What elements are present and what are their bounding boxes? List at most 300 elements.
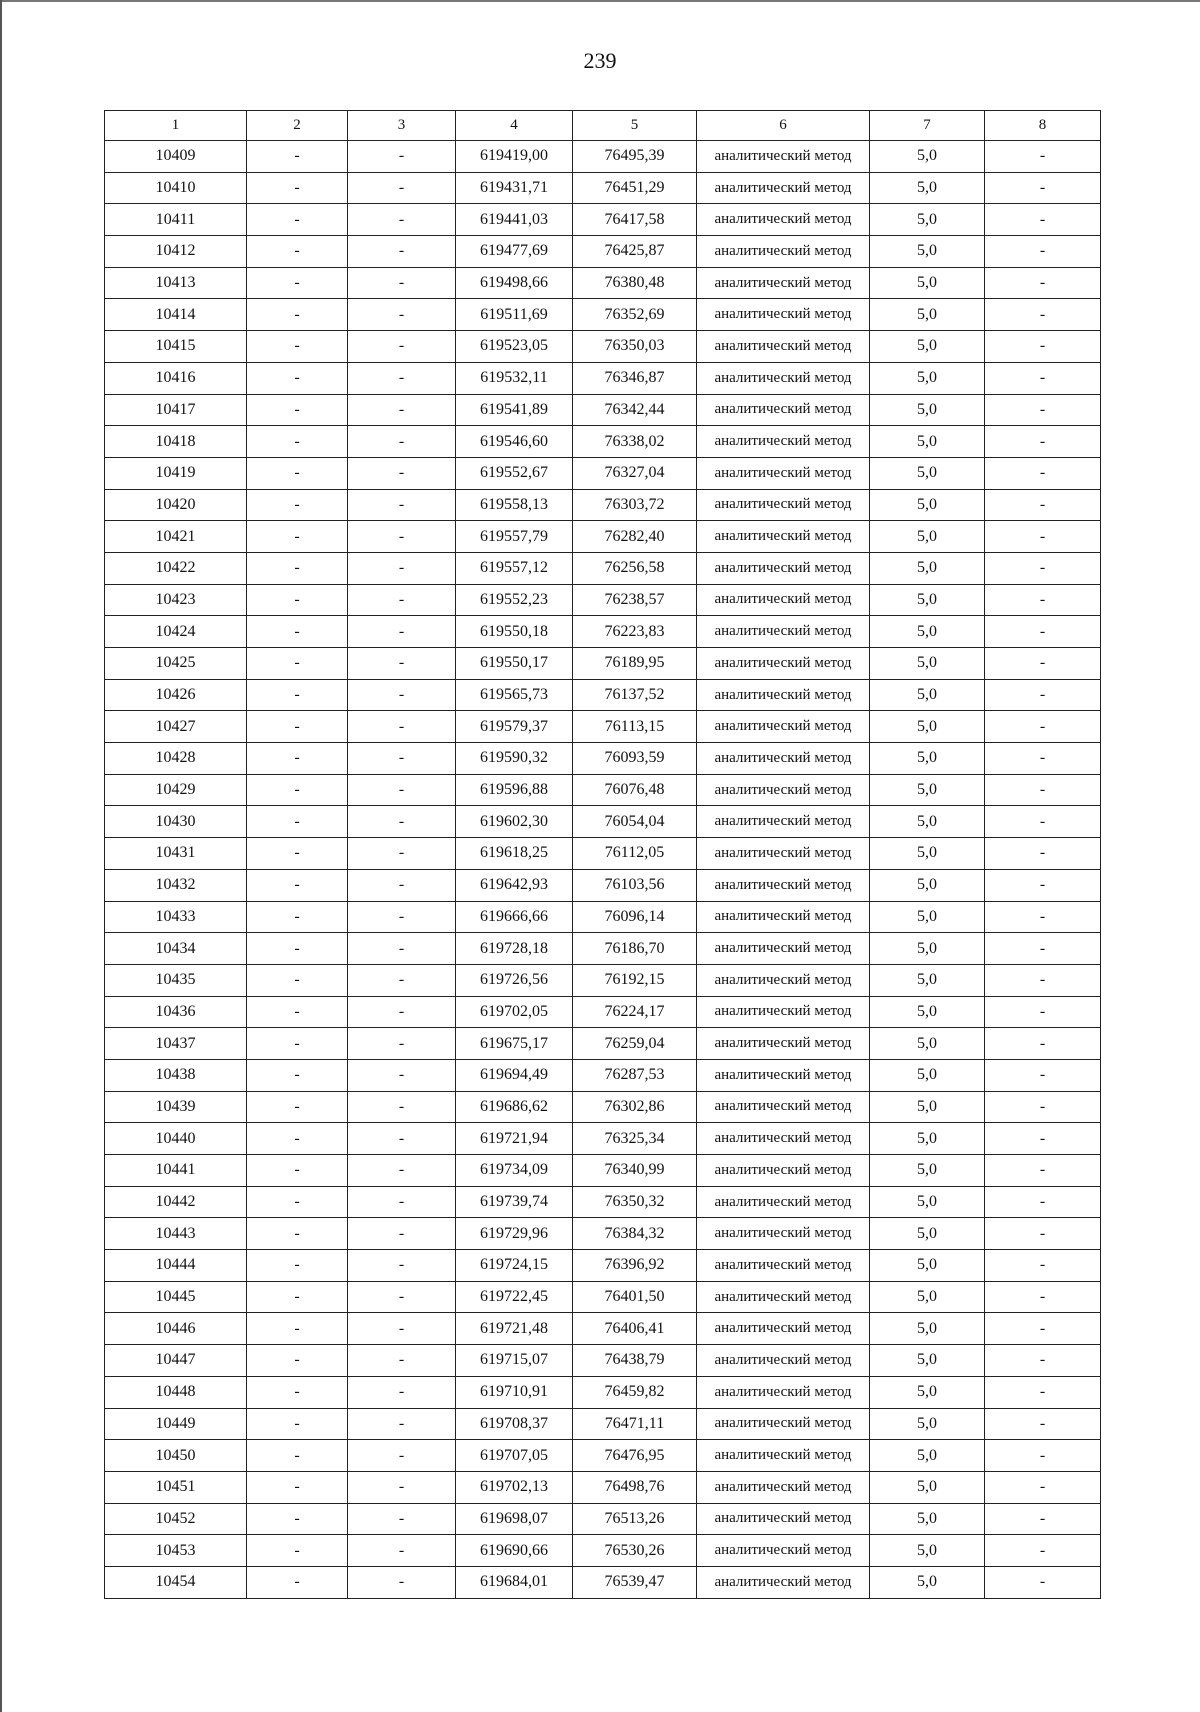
x-coordinate-cell: 619715,07 xyxy=(456,1345,573,1377)
col8-cell: - xyxy=(985,1440,1101,1472)
col3-cell: - xyxy=(348,838,456,870)
method-cell: аналитический метод xyxy=(697,648,870,680)
col8-cell: - xyxy=(985,172,1101,204)
col3-cell: - xyxy=(348,1535,456,1567)
col3-cell: - xyxy=(348,1028,456,1060)
method-cell: аналитический метод xyxy=(697,806,870,838)
col3-cell: - xyxy=(348,1059,456,1091)
x-coordinate-cell: 619686,62 xyxy=(456,1091,573,1123)
accuracy-cell: 5,0 xyxy=(870,1408,985,1440)
x-coordinate-cell: 619550,18 xyxy=(456,616,573,648)
point-number-cell: 10410 xyxy=(105,172,247,204)
table-row xyxy=(105,426,1101,458)
accuracy-cell: 5,0 xyxy=(870,394,985,426)
x-coordinate-cell: 619721,94 xyxy=(456,1123,573,1155)
table-row xyxy=(105,172,1101,204)
col2-cell: - xyxy=(247,838,348,870)
y-coordinate-cell: 76256,58 xyxy=(573,552,697,584)
accuracy-cell: 5,0 xyxy=(870,806,985,838)
table-row xyxy=(105,1123,1101,1155)
accuracy-cell: 5,0 xyxy=(870,1440,985,1472)
col2-cell: - xyxy=(247,869,348,901)
x-coordinate-cell: 619546,60 xyxy=(456,426,573,458)
y-coordinate-cell: 76192,15 xyxy=(573,964,697,996)
table-body xyxy=(105,141,1101,1599)
point-number-cell: 10419 xyxy=(105,457,247,489)
col3-cell: - xyxy=(348,964,456,996)
x-coordinate-cell: 619666,66 xyxy=(456,901,573,933)
y-coordinate-cell: 76238,57 xyxy=(573,584,697,616)
col3-cell: - xyxy=(348,394,456,426)
y-coordinate-cell: 76096,14 xyxy=(573,901,697,933)
accuracy-cell: 5,0 xyxy=(870,869,985,901)
col3-cell: - xyxy=(348,489,456,521)
x-coordinate-cell: 619498,66 xyxy=(456,267,573,299)
x-coordinate-cell: 619477,69 xyxy=(456,236,573,268)
column-header: 4 xyxy=(456,111,573,141)
point-number-cell: 10425 xyxy=(105,648,247,680)
table-row xyxy=(105,1345,1101,1377)
header-row xyxy=(105,111,1101,141)
accuracy-cell: 5,0 xyxy=(870,933,985,965)
col8-cell: - xyxy=(985,1376,1101,1408)
y-coordinate-cell: 76054,04 xyxy=(573,806,697,838)
col8-cell: - xyxy=(985,1471,1101,1503)
point-number-cell: 10447 xyxy=(105,1345,247,1377)
table-row xyxy=(105,1440,1101,1472)
point-number-cell: 10426 xyxy=(105,679,247,711)
table-row xyxy=(105,1186,1101,1218)
table-row xyxy=(105,1281,1101,1313)
accuracy-cell: 5,0 xyxy=(870,457,985,489)
method-cell: аналитический метод xyxy=(697,1281,870,1313)
col2-cell: - xyxy=(247,141,348,173)
col8-cell: - xyxy=(985,299,1101,331)
table-row xyxy=(105,743,1101,775)
col2-cell: - xyxy=(247,426,348,458)
col3-cell: - xyxy=(348,1503,456,1535)
col2-cell: - xyxy=(247,964,348,996)
point-number-cell: 10412 xyxy=(105,236,247,268)
col3-cell: - xyxy=(348,204,456,236)
accuracy-cell: 5,0 xyxy=(870,552,985,584)
table-row xyxy=(105,1503,1101,1535)
col8-cell: - xyxy=(985,648,1101,680)
table-row xyxy=(105,1091,1101,1123)
accuracy-cell: 5,0 xyxy=(870,1281,985,1313)
col8-cell: - xyxy=(985,521,1101,553)
table-row xyxy=(105,964,1101,996)
col8-cell: - xyxy=(985,1313,1101,1345)
col8-cell: - xyxy=(985,996,1101,1028)
col8-cell: - xyxy=(985,964,1101,996)
x-coordinate-cell: 619602,30 xyxy=(456,806,573,838)
accuracy-cell: 5,0 xyxy=(870,1376,985,1408)
col2-cell: - xyxy=(247,1250,348,1282)
y-coordinate-cell: 76224,17 xyxy=(573,996,697,1028)
point-number-cell: 10436 xyxy=(105,996,247,1028)
accuracy-cell: 5,0 xyxy=(870,236,985,268)
scan-edge-top xyxy=(0,0,1200,2)
point-number-cell: 10416 xyxy=(105,362,247,394)
accuracy-cell: 5,0 xyxy=(870,1091,985,1123)
table-row xyxy=(105,331,1101,363)
col3-cell: - xyxy=(348,774,456,806)
y-coordinate-cell: 76401,50 xyxy=(573,1281,697,1313)
col8-cell: - xyxy=(985,141,1101,173)
y-coordinate-cell: 76530,26 xyxy=(573,1535,697,1567)
col3-cell: - xyxy=(348,552,456,584)
column-header: 2 xyxy=(247,111,348,141)
x-coordinate-cell: 619441,03 xyxy=(456,204,573,236)
y-coordinate-cell: 76189,95 xyxy=(573,648,697,680)
col8-cell: - xyxy=(985,1218,1101,1250)
col8-cell: - xyxy=(985,1408,1101,1440)
x-coordinate-cell: 619722,45 xyxy=(456,1281,573,1313)
col2-cell: - xyxy=(247,1345,348,1377)
point-number-cell: 10427 xyxy=(105,711,247,743)
col3-cell: - xyxy=(348,1250,456,1282)
x-coordinate-cell: 619541,89 xyxy=(456,394,573,426)
method-cell: аналитический метод xyxy=(697,426,870,458)
col8-cell: - xyxy=(985,362,1101,394)
col2-cell: - xyxy=(247,774,348,806)
col2-cell: - xyxy=(247,1091,348,1123)
y-coordinate-cell: 76352,69 xyxy=(573,299,697,331)
col8-cell: - xyxy=(985,204,1101,236)
x-coordinate-cell: 619707,05 xyxy=(456,1440,573,1472)
col3-cell: - xyxy=(348,1123,456,1155)
y-coordinate-cell: 76495,39 xyxy=(573,141,697,173)
x-coordinate-cell: 619596,88 xyxy=(456,774,573,806)
y-coordinate-cell: 76425,87 xyxy=(573,236,697,268)
col8-cell: - xyxy=(985,1091,1101,1123)
x-coordinate-cell: 619728,18 xyxy=(456,933,573,965)
method-cell: аналитический метод xyxy=(697,1091,870,1123)
col2-cell: - xyxy=(247,394,348,426)
method-cell: аналитический метод xyxy=(697,1123,870,1155)
col3-cell: - xyxy=(348,362,456,394)
col2-cell: - xyxy=(247,996,348,1028)
col2-cell: - xyxy=(247,299,348,331)
table-row xyxy=(105,996,1101,1028)
accuracy-cell: 5,0 xyxy=(870,616,985,648)
col3-cell: - xyxy=(348,1155,456,1187)
col2-cell: - xyxy=(247,1028,348,1060)
accuracy-cell: 5,0 xyxy=(870,299,985,331)
y-coordinate-cell: 76327,04 xyxy=(573,457,697,489)
table-row xyxy=(105,1250,1101,1282)
col8-cell: - xyxy=(985,1535,1101,1567)
point-number-cell: 10433 xyxy=(105,901,247,933)
accuracy-cell: 5,0 xyxy=(870,204,985,236)
point-number-cell: 10441 xyxy=(105,1155,247,1187)
point-number-cell: 10431 xyxy=(105,838,247,870)
y-coordinate-cell: 76282,40 xyxy=(573,521,697,553)
accuracy-cell: 5,0 xyxy=(870,1123,985,1155)
point-number-cell: 10437 xyxy=(105,1028,247,1060)
method-cell: аналитический метод xyxy=(697,1155,870,1187)
y-coordinate-cell: 76302,86 xyxy=(573,1091,697,1123)
y-coordinate-cell: 76451,29 xyxy=(573,172,697,204)
y-coordinate-cell: 76417,58 xyxy=(573,204,697,236)
col8-cell: - xyxy=(985,457,1101,489)
table-row xyxy=(105,1155,1101,1187)
accuracy-cell: 5,0 xyxy=(870,1218,985,1250)
col3-cell: - xyxy=(348,236,456,268)
col2-cell: - xyxy=(247,1471,348,1503)
col3-cell: - xyxy=(348,869,456,901)
y-coordinate-cell: 76476,95 xyxy=(573,1440,697,1472)
col3-cell: - xyxy=(348,141,456,173)
table-row xyxy=(105,1376,1101,1408)
col3-cell: - xyxy=(348,299,456,331)
col2-cell: - xyxy=(247,521,348,553)
col2-cell: - xyxy=(247,806,348,838)
method-cell: аналитический метод xyxy=(697,1440,870,1472)
col2-cell: - xyxy=(247,362,348,394)
col8-cell: - xyxy=(985,236,1101,268)
accuracy-cell: 5,0 xyxy=(870,964,985,996)
col2-cell: - xyxy=(247,552,348,584)
col3-cell: - xyxy=(348,1313,456,1345)
col2-cell: - xyxy=(247,1440,348,1472)
coordinates-table xyxy=(104,110,1101,1599)
col3-cell: - xyxy=(348,1440,456,1472)
col2-cell: - xyxy=(247,1155,348,1187)
col8-cell: - xyxy=(985,552,1101,584)
col2-cell: - xyxy=(247,1313,348,1345)
col3-cell: - xyxy=(348,331,456,363)
method-cell: аналитический метод xyxy=(697,964,870,996)
col3-cell: - xyxy=(348,1376,456,1408)
col3-cell: - xyxy=(348,996,456,1028)
col3-cell: - xyxy=(348,584,456,616)
method-cell: аналитический метод xyxy=(697,933,870,965)
point-number-cell: 10453 xyxy=(105,1535,247,1567)
point-number-cell: 10444 xyxy=(105,1250,247,1282)
accuracy-cell: 5,0 xyxy=(870,489,985,521)
col8-cell: - xyxy=(985,1281,1101,1313)
page-number: 239 xyxy=(583,48,617,73)
table-row xyxy=(105,933,1101,965)
accuracy-cell: 5,0 xyxy=(870,584,985,616)
method-cell: аналитический метод xyxy=(697,299,870,331)
point-number-cell: 10438 xyxy=(105,1059,247,1091)
col8-cell: - xyxy=(985,806,1101,838)
x-coordinate-cell: 619708,37 xyxy=(456,1408,573,1440)
x-coordinate-cell: 619618,25 xyxy=(456,838,573,870)
point-number-cell: 10445 xyxy=(105,1281,247,1313)
col8-cell: - xyxy=(985,1186,1101,1218)
col3-cell: - xyxy=(348,1408,456,1440)
y-coordinate-cell: 76346,87 xyxy=(573,362,697,394)
x-coordinate-cell: 619565,73 xyxy=(456,679,573,711)
table-row xyxy=(105,838,1101,870)
accuracy-cell: 5,0 xyxy=(870,362,985,394)
col3-cell: - xyxy=(348,1218,456,1250)
method-cell: аналитический метод xyxy=(697,901,870,933)
col8-cell: - xyxy=(985,1250,1101,1282)
accuracy-cell: 5,0 xyxy=(870,679,985,711)
column-header: 8 xyxy=(985,111,1101,141)
y-coordinate-cell: 76137,52 xyxy=(573,679,697,711)
x-coordinate-cell: 619552,23 xyxy=(456,584,573,616)
table-row xyxy=(105,901,1101,933)
accuracy-cell: 5,0 xyxy=(870,1503,985,1535)
accuracy-cell: 5,0 xyxy=(870,743,985,775)
point-number-cell: 10450 xyxy=(105,1440,247,1472)
y-coordinate-cell: 76384,32 xyxy=(573,1218,697,1250)
x-coordinate-cell: 619550,17 xyxy=(456,648,573,680)
point-number-cell: 10451 xyxy=(105,1471,247,1503)
col2-cell: - xyxy=(247,711,348,743)
point-number-cell: 10421 xyxy=(105,521,247,553)
accuracy-cell: 5,0 xyxy=(870,838,985,870)
col3-cell: - xyxy=(348,1281,456,1313)
col3-cell: - xyxy=(348,806,456,838)
accuracy-cell: 5,0 xyxy=(870,1566,985,1598)
x-coordinate-cell: 619523,05 xyxy=(456,331,573,363)
col8-cell: - xyxy=(985,489,1101,521)
accuracy-cell: 5,0 xyxy=(870,648,985,680)
table-row xyxy=(105,299,1101,331)
col8-cell: - xyxy=(985,331,1101,363)
accuracy-cell: 5,0 xyxy=(870,996,985,1028)
x-coordinate-cell: 619729,96 xyxy=(456,1218,573,1250)
table-row xyxy=(105,1218,1101,1250)
method-cell: аналитический метод xyxy=(697,1345,870,1377)
point-number-cell: 10428 xyxy=(105,743,247,775)
table-row xyxy=(105,457,1101,489)
table-row xyxy=(105,236,1101,268)
method-cell: аналитический метод xyxy=(697,1376,870,1408)
method-cell: аналитический метод xyxy=(697,457,870,489)
method-cell: аналитический метод xyxy=(697,204,870,236)
table-row xyxy=(105,648,1101,680)
method-cell: аналитический метод xyxy=(697,1313,870,1345)
col3-cell: - xyxy=(348,426,456,458)
x-coordinate-cell: 619675,17 xyxy=(456,1028,573,1060)
col2-cell: - xyxy=(247,457,348,489)
point-number-cell: 10452 xyxy=(105,1503,247,1535)
point-number-cell: 10446 xyxy=(105,1313,247,1345)
accuracy-cell: 5,0 xyxy=(870,1155,985,1187)
col8-cell: - xyxy=(985,711,1101,743)
y-coordinate-cell: 76325,34 xyxy=(573,1123,697,1155)
x-coordinate-cell: 619511,69 xyxy=(456,299,573,331)
method-cell: аналитический метод xyxy=(697,1028,870,1060)
col3-cell: - xyxy=(348,901,456,933)
y-coordinate-cell: 76338,02 xyxy=(573,426,697,458)
col2-cell: - xyxy=(247,648,348,680)
x-coordinate-cell: 619724,15 xyxy=(456,1250,573,1282)
table-row xyxy=(105,1471,1101,1503)
table-row xyxy=(105,679,1101,711)
col3-cell: - xyxy=(348,1186,456,1218)
y-coordinate-cell: 76342,44 xyxy=(573,394,697,426)
point-number-cell: 10432 xyxy=(105,869,247,901)
point-number-cell: 10409 xyxy=(105,141,247,173)
y-coordinate-cell: 76186,70 xyxy=(573,933,697,965)
col8-cell: - xyxy=(985,743,1101,775)
col3-cell: - xyxy=(348,457,456,489)
y-coordinate-cell: 76438,79 xyxy=(573,1345,697,1377)
col8-cell: - xyxy=(985,901,1101,933)
x-coordinate-cell: 619558,13 xyxy=(456,489,573,521)
y-coordinate-cell: 76471,11 xyxy=(573,1408,697,1440)
accuracy-cell: 5,0 xyxy=(870,267,985,299)
method-cell: аналитический метод xyxy=(697,616,870,648)
col2-cell: - xyxy=(247,1566,348,1598)
table-row xyxy=(105,616,1101,648)
col8-cell: - xyxy=(985,838,1101,870)
method-cell: аналитический метод xyxy=(697,331,870,363)
x-coordinate-cell: 619726,56 xyxy=(456,964,573,996)
col2-cell: - xyxy=(247,331,348,363)
point-number-cell: 10454 xyxy=(105,1566,247,1598)
x-coordinate-cell: 619684,01 xyxy=(456,1566,573,1598)
x-coordinate-cell: 619557,12 xyxy=(456,552,573,584)
accuracy-cell: 5,0 xyxy=(870,901,985,933)
col8-cell: - xyxy=(985,933,1101,965)
method-cell: аналитический метод xyxy=(697,141,870,173)
point-number-cell: 10435 xyxy=(105,964,247,996)
table-row xyxy=(105,1535,1101,1567)
method-cell: аналитический метод xyxy=(697,552,870,584)
point-number-cell: 10411 xyxy=(105,204,247,236)
x-coordinate-cell: 619579,37 xyxy=(456,711,573,743)
point-number-cell: 10414 xyxy=(105,299,247,331)
x-coordinate-cell: 619557,79 xyxy=(456,521,573,553)
y-coordinate-cell: 76223,83 xyxy=(573,616,697,648)
accuracy-cell: 5,0 xyxy=(870,1313,985,1345)
x-coordinate-cell: 619552,67 xyxy=(456,457,573,489)
method-cell: аналитический метод xyxy=(697,996,870,1028)
col2-cell: - xyxy=(247,1218,348,1250)
x-coordinate-cell: 619419,00 xyxy=(456,141,573,173)
point-number-cell: 10423 xyxy=(105,584,247,616)
accuracy-cell: 5,0 xyxy=(870,1471,985,1503)
col2-cell: - xyxy=(247,1408,348,1440)
x-coordinate-cell: 619702,05 xyxy=(456,996,573,1028)
col3-cell: - xyxy=(348,1345,456,1377)
point-number-cell: 10413 xyxy=(105,267,247,299)
table-row xyxy=(105,141,1101,173)
col8-cell: - xyxy=(985,394,1101,426)
point-number-cell: 10417 xyxy=(105,394,247,426)
col3-cell: - xyxy=(348,1566,456,1598)
col2-cell: - xyxy=(247,1059,348,1091)
point-number-cell: 10422 xyxy=(105,552,247,584)
accuracy-cell: 5,0 xyxy=(870,1535,985,1567)
y-coordinate-cell: 76113,15 xyxy=(573,711,697,743)
col3-cell: - xyxy=(348,172,456,204)
table-row xyxy=(105,1408,1101,1440)
col8-cell: - xyxy=(985,616,1101,648)
method-cell: аналитический метод xyxy=(697,1250,870,1282)
accuracy-cell: 5,0 xyxy=(870,331,985,363)
table-row xyxy=(105,1059,1101,1091)
col3-cell: - xyxy=(348,679,456,711)
col2-cell: - xyxy=(247,1535,348,1567)
point-number-cell: 10439 xyxy=(105,1091,247,1123)
method-cell: аналитический метод xyxy=(697,1503,870,1535)
y-coordinate-cell: 76287,53 xyxy=(573,1059,697,1091)
point-number-cell: 10448 xyxy=(105,1376,247,1408)
y-coordinate-cell: 76350,03 xyxy=(573,331,697,363)
method-cell: аналитический метод xyxy=(697,1471,870,1503)
